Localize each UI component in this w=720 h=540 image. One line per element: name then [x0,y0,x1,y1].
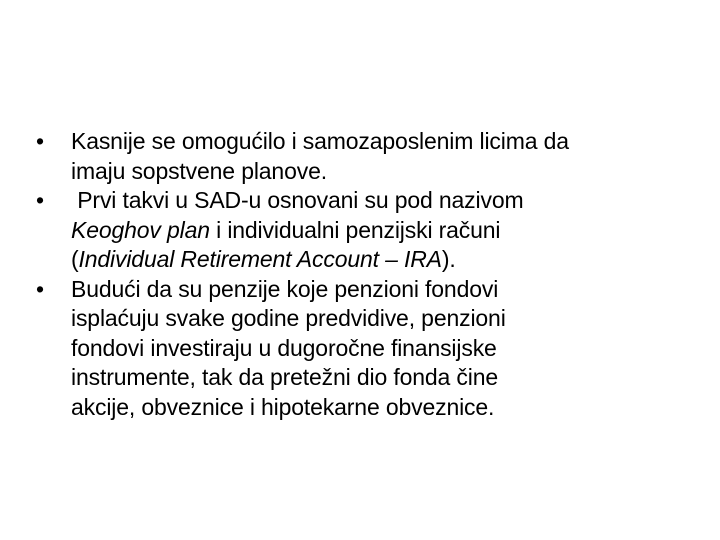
text-line [71,245,690,275]
text-run: ). [441,246,456,272]
text-line [71,363,690,393]
bullet-item-3 [30,275,690,423]
bullet-item-1 [30,127,690,186]
text-line [71,186,690,216]
text-line [71,304,690,334]
text-line [71,275,690,305]
text-line [71,157,690,187]
text-run: Budući da su penzije koje penzioni fondovi [71,275,499,302]
bullet-icon: • [36,187,44,213]
text-run: i individualni penzijski računi [209,216,501,243]
text-run-italic: Keoghov plan [71,216,210,243]
text-run: instrumente, tak da pretežni dio fonda čine [71,364,498,390]
text-run: ( [71,246,79,272]
bullet-list [30,127,690,422]
text-run: fondovi investiraju u dugoročne finansijske [71,334,497,361]
text-line [71,127,690,157]
text-run: Kasnije se omogućilo i samozaposlenim licima da [71,128,569,154]
text-run: akcije, obveznice i hipotekarne obveznice. [71,393,495,420]
text-line [71,393,690,423]
bullet-item-2 [30,186,690,275]
text-line [71,334,690,364]
text-run: Prvi takvi u SAD-u osnovani su pod nazivom [71,187,524,213]
bullet-icon: • [36,275,44,302]
text-run-italic: Individual Retirement Account – IRA [78,246,442,272]
text-run: isplaćuju svake godine predvidive, penzioni [71,305,506,331]
bullet-icon: • [36,128,44,154]
text-line [71,216,690,246]
text-run: imaju sopstvene planove. [71,157,327,184]
